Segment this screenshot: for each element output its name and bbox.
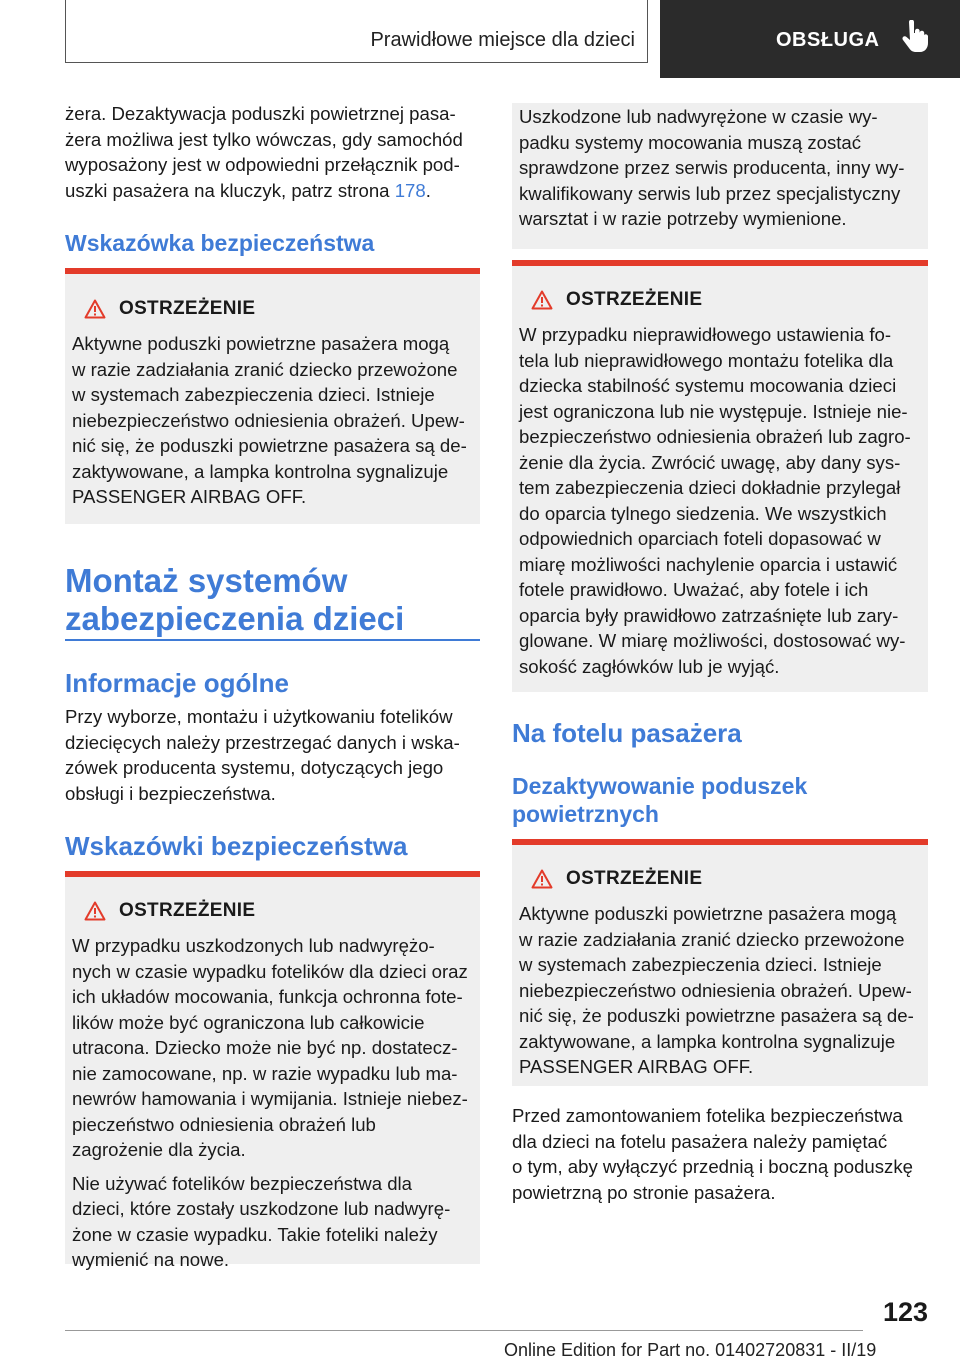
text-line: powietrzną po stronie pasażera. — [512, 1181, 776, 1203]
text-line: wymienić na nowe. — [72, 1249, 230, 1270]
text-line: niebezpieczeństwo odniesienia obrażeń. Upew- — [519, 979, 912, 1001]
text-line: W przypadku uszkodzonych lub nadwyrężo- — [72, 935, 435, 956]
text-line: fotele prawidłowo. Uważać, aby fotele i ich — [519, 579, 869, 600]
text-line: W przypadku nieprawidłowego ustawienia fo- — [519, 324, 892, 345]
text-line: niebezpieczeństwo odniesienia obrażeń. Upew- — [72, 409, 465, 431]
text-line: odpowiednich oparciach foteli dopasować w — [519, 528, 881, 549]
warning-bar — [512, 839, 928, 845]
text-line: Aktywne poduszki powietrzne pasażera mogą — [519, 903, 897, 924]
warning-triangle-icon — [522, 289, 562, 311]
warning-text — [65, 933, 480, 1273]
text-line: Uszkodzone lub nadwyrężone w czasie wy- — [519, 106, 878, 127]
main-heading — [65, 562, 404, 638]
text-line: zagrożenie dla życia. — [72, 1139, 246, 1160]
warning-title: OSTRZEŻENIE — [119, 298, 256, 319]
text-line: Przed zamontowaniem fotelika bezpieczeństwa — [512, 1105, 903, 1126]
text-line: padku systemy mocowania muszą zostać — [519, 131, 862, 153]
text-line: PASSENGER AIRBAG OFF. — [72, 486, 307, 507]
heading-safety-note: Wskazówka bezpieczeństwa — [65, 230, 375, 256]
warning-title: OSTRZEŻENIE — [119, 900, 256, 921]
general-paragraph — [65, 704, 480, 806]
warning-bar — [65, 268, 480, 274]
text-line: tela lub nieprawidłowego montażu fotelika dla — [519, 349, 894, 371]
final-paragraph — [512, 1103, 928, 1205]
text-line: dzieci, które zostały uszkodzone lub nadwyrę- — [72, 1198, 451, 1219]
text-line: zaktywowane, a lampka kontrolna sygnalizuje — [519, 1030, 896, 1052]
text-line: zówek producenta systemu, dotyczących jego — [65, 757, 444, 778]
text-line: w systemach zabezpieczenia dzieci. Istnieje — [519, 954, 882, 975]
main-heading-line: Montaż systemów — [65, 562, 348, 599]
text-line: glowane. W miarę możliwości, dostosować wy- — [519, 630, 906, 651]
text-line: PASSENGER AIRBAG OFF. — [519, 1056, 754, 1077]
text-line: o tym, aby wyłączyć przednią i boczną poduszkę — [512, 1156, 913, 1177]
warning-triangle-icon — [75, 298, 115, 320]
main-heading-line: zabezpieczenia dzieci — [65, 600, 405, 637]
text-line: żone w czasie wypadku. Takie foteliki należy — [72, 1223, 438, 1245]
text-line: tem zabezpieczenia dzieci dokładnie przylegał — [519, 477, 901, 498]
text-line: jest ograniczona lub nie występuje. Istnieje nie- — [519, 400, 908, 422]
text-line: żera możliwa jest tylko wówczas, gdy samochód — [65, 128, 463, 150]
text-line: zaktywowane, a lampka kontrolna sygnalizuje — [72, 460, 449, 482]
text-line: w razie zadziałania zranić dziecko przewożone — [519, 928, 905, 950]
text-line: sokość zagłówków lub je wyjąć. — [519, 655, 780, 677]
heading-general-info: Informacje ogólne — [65, 668, 289, 698]
text-line: żenie dla życia. Zwrócić uwagę, aby dany sys- — [519, 451, 901, 473]
section-title: Prawidłowe miejsce dla dzieci — [370, 29, 635, 51]
text-line: newrów hamowania i wymijania. Istnieje niebez- — [72, 1088, 468, 1109]
text-span: uszki pasażera na kluczyk, patrz strona — [65, 179, 390, 201]
text-line: wyposażony jest w odpowiedni przełącznik pod- — [65, 154, 460, 175]
heading-deactivate-airbags — [512, 772, 807, 828]
text-line: bezpieczeństwo odniesienia obrażeń lub zagro- — [519, 426, 911, 447]
warning-bar — [512, 260, 928, 266]
page-link[interactable]: 178 — [394, 179, 426, 201]
continued-warning-box — [512, 103, 928, 249]
text-line: dla dzieci na fotelu pasażera należy pamiętać — [512, 1130, 888, 1152]
text-line: dziecka stabilność systemu mocowania dzieci — [519, 375, 897, 396]
text-line: miarę możliwości nachylenie oparcia i ustawić — [519, 553, 898, 575]
warning-title: OSTRZEŻENIE — [566, 289, 703, 310]
edition-note: Online Edition for Part no. 01402720831 - II/19 — [504, 1340, 877, 1360]
heading-line: Dezaktywowanie poduszek — [512, 773, 808, 799]
warning-box-2 — [65, 871, 480, 1270]
warning-box-1 — [65, 268, 480, 524]
text-line: nie zamocowane, np. w razie wypadku lub ma- — [72, 1062, 458, 1084]
heading-safety-notes: Wskazówki bezpieczeństwa — [65, 831, 408, 861]
text-line: kwalifikowany serwis lub przez specjalistyczny — [519, 182, 901, 204]
chapter-tab-label: OBSŁUGA — [776, 29, 880, 51]
warning-header — [65, 287, 480, 331]
warning-header — [512, 857, 928, 901]
text-line: oparcia były prawidłowo zatrzaśnięte lub zary- — [519, 604, 899, 626]
text-line: sprawdzone przez serwis producenta, inny wy- — [519, 157, 905, 178]
warning-title: OSTRZEŻENIE — [566, 868, 703, 889]
text-line: obsługi i bezpieczeństwa. — [65, 782, 276, 804]
warning-text — [512, 103, 928, 232]
text-line: do oparcia tylnego siedzenia. We wszystkich — [519, 502, 887, 524]
page-number: 123 — [882, 1297, 928, 1327]
text-line: lików może być ograniczona lub całkowicie — [72, 1011, 425, 1033]
heading-passenger-seat: Na fotelu pasażera — [512, 718, 742, 748]
text-line: warsztat i w razie potrzeby wymienione. — [519, 208, 847, 229]
text-line: dziecięcych należy przestrzegać danych i wska- — [65, 731, 460, 753]
warning-text — [512, 322, 928, 679]
text-line: nych w czasie wypadku fotelików dla dzieci oraz — [72, 960, 468, 982]
text-line: nić się, że poduszki powietrzne pasażera są de- — [519, 1005, 914, 1026]
heading-rule — [65, 639, 480, 641]
text-line: utracona. Dziecko może nie być np. dostatecz- — [72, 1037, 458, 1058]
text-line: ich układów mocowania, funkcja ochronna fote- — [72, 986, 463, 1007]
header-frame — [65, 0, 648, 63]
warning-header — [65, 889, 480, 933]
chapter-tab[interactable] — [660, 0, 960, 78]
text-line: żera. Dezaktywacja poduszki powietrznej pasa- — [65, 103, 456, 124]
warning-triangle-icon — [522, 868, 562, 890]
warning-box-3 — [512, 260, 928, 692]
intro-paragraph — [65, 101, 480, 203]
footer-rule — [65, 1330, 863, 1331]
text-line: w razie zadziałania zranić dziecko przewożone — [72, 358, 458, 380]
text-line — [65, 178, 480, 204]
warning-box-4 — [512, 839, 928, 1086]
text-line: Aktywne poduszki powietrzne pasażera mogą — [72, 333, 450, 354]
warning-text — [512, 901, 928, 1080]
heading-line: powietrznych — [512, 801, 659, 827]
text-line: Przy wyborze, montażu i użytkowaniu fotelików — [65, 706, 453, 727]
text-line: nić się, że poduszki powietrzne pasażera są de- — [72, 435, 467, 456]
text-line: Nie używać fotelików bezpieczeństwa dla — [72, 1172, 413, 1194]
text-line: pieczeństwo odniesienia obrażeń lub — [72, 1113, 376, 1135]
text-line: w systemach zabezpieczenia dzieci. Istnieje — [72, 384, 435, 405]
warning-text — [65, 331, 480, 510]
pointing-hand-icon — [900, 20, 928, 52]
text-span: . — [425, 179, 431, 201]
warning-bar — [65, 871, 480, 877]
warning-header — [512, 278, 928, 322]
warning-triangle-icon — [75, 900, 115, 922]
